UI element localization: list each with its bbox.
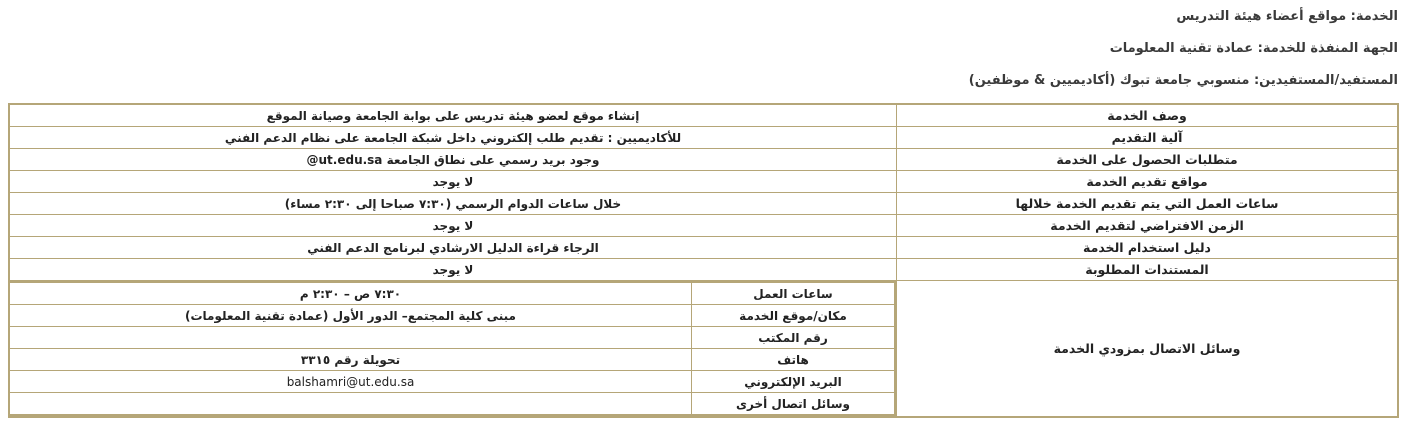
row-label: آلية التقديم [897, 127, 1399, 149]
contact-section-label: وسائل الاتصال بمزودي الخدمة [897, 281, 1399, 418]
contact-item [9, 327, 895, 349]
row-value: للأكاديميين : تقديم طلب إلكتروني داخل شبكة الجامعة على نظام الدعم الفني [9, 127, 897, 149]
contact-label: البريد الإلكتروني [692, 371, 896, 393]
row-value: لا يوجد [9, 215, 897, 237]
contact-label: رقم المكتب [692, 327, 896, 349]
contact-item [9, 393, 895, 416]
contact-item [9, 371, 895, 393]
row-label: الزمن الافتراضي لتقديم الخدمة [897, 215, 1399, 237]
row-label: المستندات المطلوبة [897, 259, 1399, 281]
contact-label: وسائل اتصال أخرى [692, 393, 896, 416]
row-value: لا يوجد [9, 259, 897, 281]
row-value: لا يوجد [9, 171, 897, 193]
row-label: متطلبات الحصول على الخدمة [897, 149, 1399, 171]
row-value: وجود بريد رسمي على نطاق الجامعة ut.edu.sa@ [9, 149, 897, 171]
contact-value [9, 393, 692, 416]
contact-value: مبنى كلية المجتمع– الدور الأول (عمادة تقنية المعلومات) [9, 305, 692, 327]
contact-item [9, 305, 895, 327]
table-row [9, 127, 1398, 149]
table-row [9, 259, 1398, 281]
contact-item [9, 349, 895, 371]
contact-table [9, 281, 896, 416]
contact-label: مكان/موقع الخدمة [692, 305, 896, 327]
contact-cell [9, 281, 897, 418]
contact-label: ساعات العمل [692, 282, 896, 305]
contact-value: ٧:٣٠ ص – ٢:٣٠ م [9, 282, 692, 305]
table-row [9, 193, 1398, 215]
contact-value [9, 327, 692, 349]
beneficiaries-line: المستفيد/المستفيدين: منسوبي جامعة تبوك (أكاديميين & موظفين) [968, 73, 1398, 88]
contact-value: تحويلة رقم ٣٣١٥ [9, 349, 692, 371]
table-row [9, 237, 1398, 259]
service-provider-line: الجهة المنفذة للخدمة: عمادة تقنية المعلومات [1109, 41, 1398, 56]
table-row [9, 104, 1398, 127]
row-value: الرجاء قراءة الدليل الارشادي لبرنامج الدعم الفني [9, 237, 897, 259]
row-label: دليل استخدام الخدمة [897, 237, 1399, 259]
email-text[interactable]: balshamri@ut.edu.sa [286, 374, 415, 389]
contact-row [9, 281, 1398, 418]
row-label: مواقع تقديم الخدمة [897, 171, 1399, 193]
contact-item [9, 282, 895, 305]
row-label: وصف الخدمة [897, 104, 1399, 127]
contact-label: هاتف [692, 349, 896, 371]
row-value: إنشاء موقع لعضو هيئة تدريس على بوابة الجامعة وصيانة الموقع [9, 104, 897, 127]
row-value: خلال ساعات الدوام الرسمي (٧:٣٠ صباحا إلى ٢:٣٠ مساء) [9, 193, 897, 215]
contact-email-value[interactable] [9, 371, 692, 393]
row-label: ساعات العمل التي يتم تقديم الخدمة خلالها [897, 193, 1399, 215]
service-details-table [8, 103, 1399, 418]
table-row [9, 215, 1398, 237]
service-name-line: الخدمة: مواقع أعضاء هيئة التدريس [1176, 9, 1398, 24]
table-row [9, 171, 1398, 193]
table-row [9, 149, 1398, 171]
